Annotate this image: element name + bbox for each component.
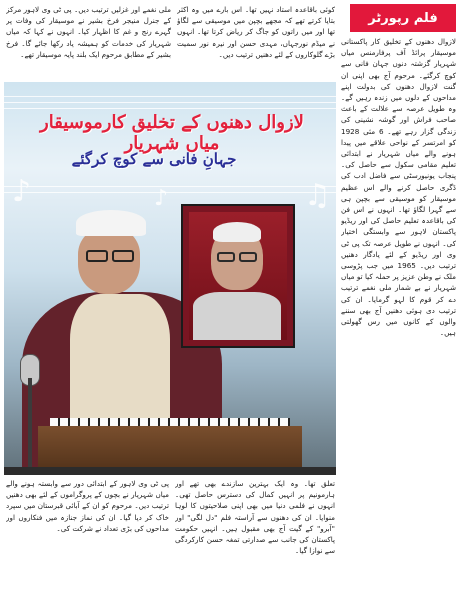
- harmonium-base: [4, 467, 336, 475]
- portrait-glasses: [215, 252, 259, 262]
- section-banner: [350, 4, 456, 32]
- column-text: پی ٹی وی لاہور کے ابتدائی دور سے وابستہ ہونے والے میاں شہریار نے بچوں کے پروگراموں کے لئے بھی دھنیں ترتیب دیں۔ مرحوم کو ان کے آبائی قبرستان میں سپرد خاک کر دیا گیا۔ ان کی نماز جنازہ میں فنکاروں اور مداحوں کی بڑی تعداد نے شرکت کی۔: [6, 479, 169, 533]
- portrait-photo: [181, 204, 295, 348]
- singer-cap: [76, 210, 146, 236]
- article-column-mid-top: [177, 4, 335, 78]
- article-column-left-bottom: [6, 478, 169, 594]
- music-staff-line: [4, 96, 336, 97]
- music-note-icon: ♪: [12, 174, 32, 209]
- music-note-icon: ♪: [154, 186, 169, 211]
- subheadline: جہانِ فانی سے کوچ کرگئے: [71, 150, 237, 168]
- music-staff-line: [4, 108, 336, 109]
- section-banner-label: فلم رپورٹر: [368, 10, 438, 26]
- music-staff-line: [4, 102, 336, 103]
- singer-glasses: [82, 250, 136, 262]
- microphone-stand: [28, 378, 32, 475]
- hero-photo-collage: [4, 82, 336, 475]
- portrait-hair: [213, 222, 261, 242]
- music-note-icon: ♫: [304, 178, 331, 213]
- portrait-shirt: [193, 292, 281, 340]
- column-text: لازوال دھنوں کے تخلیق کار پاکستانی موسیقار پرائڈ آف پرفارمنس میاں شہریار گزشتہ دنوں جہان فانی سے کوچ کرگئے۔ مرحوم آج بھی اپنی ان گنت لازوال دھنوں کی بدولت اپنے مداحوں کے دلوں میں زندہ رہیں گے۔ وہ طویل عرصہ سے علالت کے باعث صاحب فراش اور گوشہ نشینی کی زندگی گزار رہے تھے۔ 6 مئی 1928 کو امرتسر کے نواحی علاقے میں پیدا ہونے والے میاں شہریار نے ابتدائی تعلیم مقامی سکول سے حاصل کی۔ پنجاب یونیورسٹی سے فاضل ادب کی ڈگری حاصل کرنے والے اس عظیم موسیقار کو موسیقی سے بچپن ہی سے گہرا لگاؤ تھا۔ انہوں نے اس فن کی باقاعدہ تعلیم حاصل کی اور ریڈیو پاکستان لاہور سے وابستگی اختیار کی۔ انہوں نے طویل عرصہ تک پی ٹی وی اور ریڈیو کے لئے یادگار دھنیں ترتیب دیں۔ 1965 میں جب پڑوسی ملک نے وطن عزیز پر حملہ کیا تو میاں شہریار نے بے شمار ملی نغمے ترتیب دے کر قوم کا لہو گرمایا۔ ان کی ترتیب دی ہوئی دھنیں آج بھی سننے والوں کے کانوں میں رس گھولتی ہیں۔: [341, 37, 456, 338]
- headline: لازوال دھنوں کے تخلیق کارموسیقار میاں شہریار: [40, 112, 304, 154]
- music-staff-line: [4, 192, 336, 193]
- column-text: کوئی باقاعدہ استاد نہیں تھا۔ اس بارے میں وہ اکثر بتایا کرتے تھے کہ مجھے بچپن میں موسیقی سے لگاؤ تھا اور میں راتوں کو جاگ کر ریاض کرتا تھا۔ انہوں نے میڈم نورجہاں، مہدی حسن اور نیرہ نور سمیت بڑے گلوکاروں کے لئے دھنیں ترتیب دیں۔: [177, 5, 335, 59]
- column-text: ملی نغمے اور غزلیں ترتیب دیں۔ پی ٹی وی لاہور مرکز کے جنرل منیجر فرخ بشیر نے موسیقار کی وفات پر گہرے رنج و غم کا اظہار کیا۔ انہوں نے کہا کہ میاں شہریار کی خدمات کو ہمیشہ یاد رکھا جائے گا۔ فرخ بشیر کے مطابق مرحوم ایک بلند پایہ موسیقار تھے۔: [6, 5, 171, 59]
- music-staff-line: [4, 186, 336, 187]
- column-text: تعلق تھا۔ وہ ایک بہترین سازندے بھی تھے اور ہارمونیم پر انہیں کمال کی دسترس حاصل تھی۔ انہوں نے فلمی دنیا میں بھی اپنی صلاحیتوں کا لوہا منوایا۔ ان کی دھنوں سے آراستہ فلم "دل لگی" اور "آبرو" کے گیت آج بھی مقبول ہیں۔ انہیں حکومت پاکستان کی جانب سے صدارتی تمغہ حسن کارکردگی سے نوازا گیا۔: [175, 479, 335, 556]
- article-column-right: [341, 36, 456, 592]
- article-column-mid-bottom: [175, 478, 335, 594]
- article-column-left-top: [6, 4, 171, 78]
